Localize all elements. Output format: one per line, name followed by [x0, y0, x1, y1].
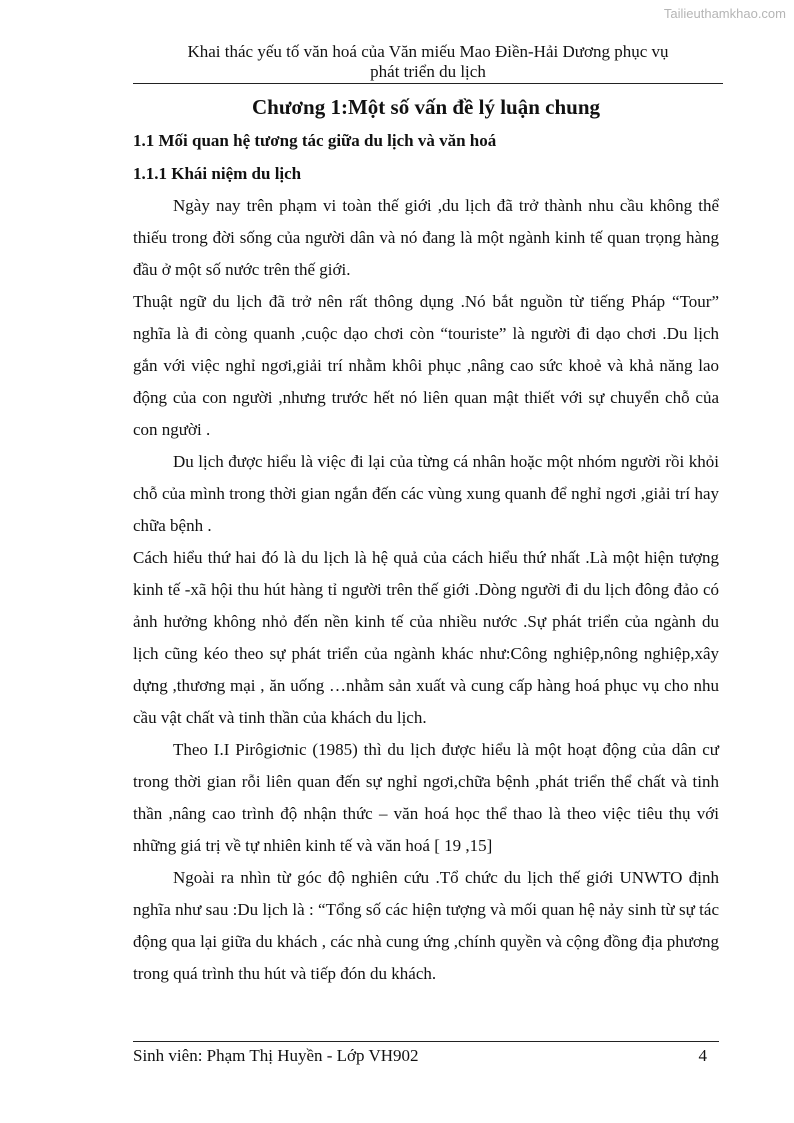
chapter-title: Chương 1:Một số vấn đề lý luận chung — [251, 95, 601, 119]
footer-author: Sinh viên: Phạm Thị Huyền - Lớp VH902 — [133, 1046, 419, 1065]
page-footer — [133, 1041, 719, 1067]
page-content — [133, 93, 719, 990]
header-line-1: Khai thác yếu tố văn hoá của Văn miếu Mao Điền-Hải Dương phục vụ — [187, 42, 669, 61]
paragraph: Ngoài ra nhìn từ góc độ nghiên cứu .Tổ chức du lịch thế giới UNWTO định nghĩa như sau :Du lịch là : “Tổng số các hiện tượng và mối quan hệ nảy sinh từ sự tác động qua lại giữa du khách , các nhà cung ứng ,chính quyền và cộng đồng địa phương trong quá trình thu hút và tiếp đón du khách. — [133, 868, 719, 983]
paragraph: Ngày nay trên phạm vi toàn thế giới ,du lịch đã trở thành nhu cầu không thể thiếu trong đời sống của người dân và nó đang là một ngành kinh tế quan trọng hàng đầu ở một số nước trên thế giới. — [133, 196, 719, 279]
subsection-heading: 1.1.1 Khái niệm du lịch — [133, 164, 302, 183]
section-heading: 1.1 Mối quan hệ tương tác giữa du lịch và văn hoá — [133, 131, 497, 150]
watermark: Tailieuthamkhao.com — [663, 6, 786, 21]
paragraph: Theo I.I Pirôgiơnic (1985) thì du lịch được hiểu là một hoạt động của dân cư trong thời gian rỗi liên quan đến sự nghỉ ngơi,chữa bệnh ,phát triển thể chất và tinh thần ,nâng cao trình độ nhận thức – văn hoá học thể thao là theo việc tiêu thụ với những giá trị về tự nhiên kinh tế và văn hoá [ 19 ,15] — [133, 740, 719, 855]
paragraph: Cách hiểu thứ hai đó là du lịch là hệ quả của cách hiểu thứ nhất .Là một hiện tượng kinh tế -xã hội thu hút hàng tỉ người trên thế giới .Dòng người đi du lịch đông đảo có ảnh hưởng không nhỏ đến nền kinh tế của nhiều nước .Sự phát triển của ngành du lịch cũng kéo theo sự phát triển của ngành khác như:Công nghiệp,nông nghiệp,xây dựng ,thương mại , ăn uống …nhằm sản xuất và cung cấp hàng hoá phục vụ cho nhu cầu vật chất và tinh thần của khách du lịch. — [133, 548, 719, 727]
page-number: 4 — [698, 1046, 707, 1065]
header-line-2: phát triển du lịch — [370, 62, 486, 81]
paragraph: Thuật ngữ du lịch đã trở nên rất thông dụng .Nó bắt nguồn từ tiếng Pháp “Tour” nghĩa là đi còng quanh ,cuộc dạo chơi còn “touriste” là người đi dạo chơi .Du lịch gắn với việc nghỉ ngơi,giải trí nhằm khôi phục ,nâng cao sức khoẻ và khả năng lao động của con người ,nhưng trước hết nó liên quan mật thiết với sự chuyển chỗ của con người . — [133, 292, 719, 439]
running-header — [133, 42, 723, 84]
paragraph: Du lịch được hiểu là việc đi lại của từng cá nhân hoặc một nhóm người rồi khỏi chỗ của mình trong thời gian ngắn đến các vùng xung quanh để nghỉ ngơi ,giải trí hay chữa bệnh . — [133, 452, 719, 535]
